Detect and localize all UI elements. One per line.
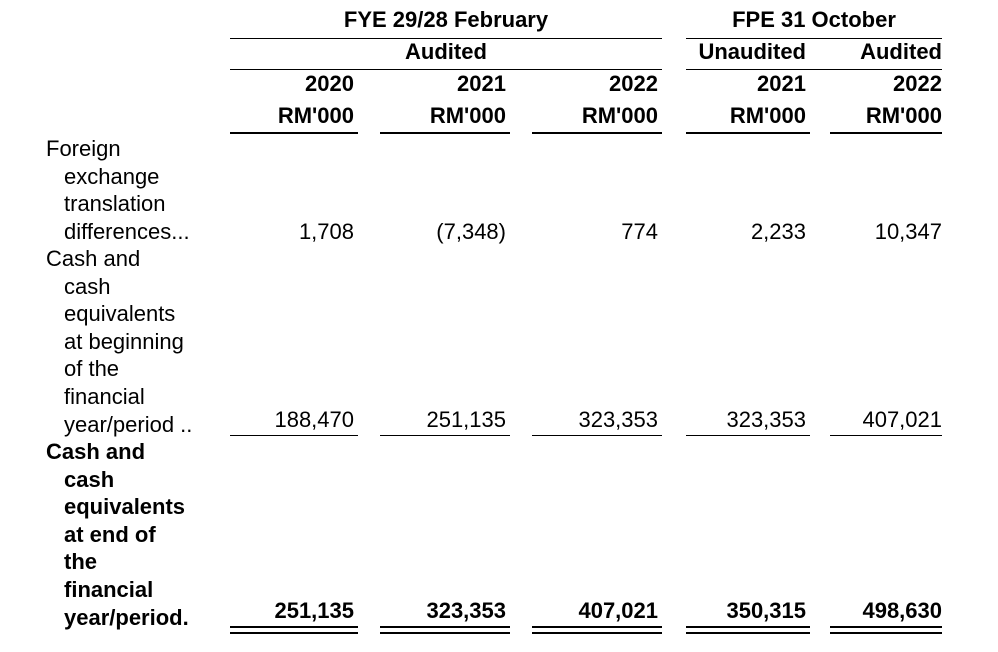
total-double-rule-5 [830, 626, 942, 634]
fpe-group-title: FPE 31 October [732, 7, 896, 32]
fx-value-2021: (7,348) [436, 219, 506, 244]
header-underline-5 [830, 132, 942, 134]
label-line: Cash and [46, 439, 146, 464]
unit-col-4: RM'000 [729, 103, 806, 128]
label-line: equivalents [64, 301, 176, 327]
subtotal-rule-2 [380, 435, 510, 436]
end-value-fpe2022: 498,630 [862, 598, 942, 623]
total-double-rule-2 [380, 626, 510, 634]
label-line: cash [64, 273, 111, 299]
unit-col-3: RM'000 [581, 103, 658, 128]
unit-col-2: RM'000 [429, 103, 506, 128]
end-value-2022: 407,021 [578, 598, 658, 623]
label-line: the [64, 549, 97, 575]
label-line: at beginning [64, 328, 184, 354]
end-value-2020: 251,135 [274, 598, 354, 623]
end-value-fpe2021: 350,315 [726, 598, 806, 623]
subtotal-rule-1 [230, 435, 358, 436]
fpe-status-2022: Audited [860, 39, 942, 64]
row-label-fx-differences [46, 135, 190, 245]
beginning-value-2022: 323,353 [578, 407, 658, 432]
beginning-value-fpe2022: 407,021 [862, 407, 942, 432]
total-double-rule-3 [532, 626, 662, 634]
beginning-value-2020: 188,470 [274, 407, 354, 432]
header-underline-3 [532, 132, 662, 134]
subtotal-rule-4 [686, 435, 810, 436]
label-line: year/period .. [64, 411, 193, 437]
year-col-4: 2021 [757, 71, 806, 96]
total-double-rule-4 [686, 626, 810, 634]
fx-value-2022: 774 [621, 219, 658, 244]
label-line: exchange [64, 163, 160, 189]
label-line: Foreign [46, 136, 121, 161]
year-col-1: 2020 [305, 71, 354, 96]
label-line: translation [64, 191, 166, 217]
fx-value-2020: 1,708 [298, 219, 354, 244]
header-underline-4 [686, 132, 810, 134]
subtotal-rule-5 [830, 435, 942, 436]
label-line: Cash and [46, 246, 141, 271]
fpe-status-2021: Unaudited [698, 39, 806, 64]
fx-value-fpe2022: 10,347 [874, 219, 942, 244]
fye-status: Audited [405, 39, 487, 64]
unit-col-5: RM'000 [865, 103, 942, 128]
total-double-rule-1 [230, 626, 358, 634]
year-col-5: 2022 [893, 71, 942, 96]
end-value-2021: 323,353 [426, 598, 506, 623]
label-line: financial [64, 383, 145, 409]
fx-value-fpe2021: 2,233 [750, 219, 806, 244]
label-line: financial [64, 576, 154, 602]
row-label-cash-beginning [46, 245, 192, 438]
subtotal-rule-3 [532, 435, 662, 436]
header-underline-1 [230, 132, 358, 134]
row-label-cash-end [46, 438, 189, 631]
beginning-value-2021: 251,135 [426, 407, 506, 432]
label-line: of the [64, 356, 120, 382]
header-underline-2 [380, 132, 510, 134]
label-line: equivalents [64, 494, 186, 520]
beginning-value-fpe2021: 323,353 [726, 407, 806, 432]
year-col-2: 2021 [457, 71, 506, 96]
label-line: cash [64, 466, 115, 492]
label-line: differences... [64, 218, 190, 244]
unit-col-1: RM'000 [277, 103, 354, 128]
label-line: year/period. [64, 604, 189, 630]
fye-group-title: FYE 29/28 February [343, 7, 549, 32]
year-col-3: 2022 [609, 71, 658, 96]
label-line: at end of [64, 521, 156, 547]
